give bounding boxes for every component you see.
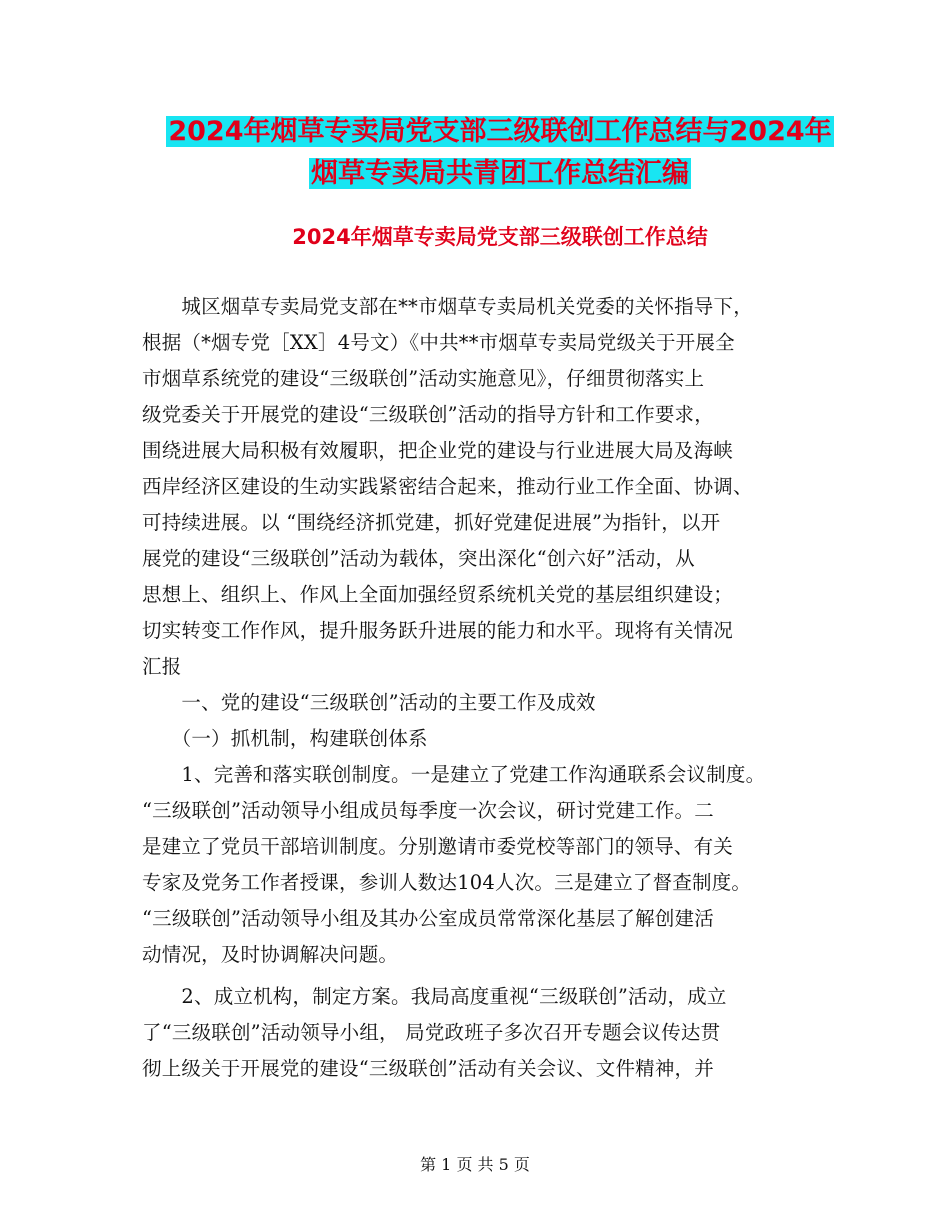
body-text-line: 切实转变工作作风，提升服务跃升进展的能力和水平。现将有关情况 [142,619,734,642]
body-text-line: 西岸经济区建设的生动实践紧密结合起来，推动行业工作全面、协调、 [142,475,753,498]
subsection-heading: （一）抓机制，构建联创体系 [142,727,428,750]
body-text-line: 是建立了党员干部培训制度。分别邀请市委党校等部门的领导、有关 [142,835,734,858]
body-text-line: 了“三级联创”活动领导小组， 局党政班子多次召开专题会议传达贯 [142,1021,721,1044]
body-text-line: 汇报 [142,655,182,678]
body-text-line: 城区烟草专卖局党支部在**市烟草专卖局机关党委的关怀指导下， [142,295,753,318]
body-text-line: 1、完善和落实联创制度。一是建立了党建工作沟通联系会议制度。 [142,763,766,786]
document-title-line-1 [150,110,850,154]
section-heading: 一、党的建设“三级联创”活动的主要工作及成效 [142,691,596,714]
document-title-text: 2024年烟草专卖局党支部三级联创工作总结与2024年 [168,116,832,147]
body-text-line: 根据（*烟专党［XX］4号文）《中共**市烟草专卖局党级关于开展全 [142,331,735,354]
body-text-line: 市烟草系统党的建设“三级联创”活动实施意见》，仔细贯彻落实上 [142,367,705,390]
document-title-line-2 [150,152,850,196]
body-text-line: 级党委关于开展党的建设“三级联创”活动的指导方针和工作要求， [142,403,714,426]
body-text-line: 2、成立机构，制定方案。我局高度重视“三级联创”活动，成立 [142,985,727,1008]
body-text-line: “三级联创”活动领导小组成员每季度一次会议，研讨党建工作。二 [142,799,714,822]
section-title: 2024年烟草专卖局党支部三级联创工作总结 [292,225,708,249]
body-text-line: 围绕进展大局积极有效履职，把企业党的建设与行业进展大局及海峡 [142,439,734,462]
body-text-line: 可持续进展。以 “围绕经济抓党建，抓好党建促进展”为指针，以开 [142,511,721,534]
body-text-line: 彻上级关于开展党的建设“三级联创”活动有关会议、文件精神，并 [142,1057,714,1080]
body-text-line: 思想上、组织上、作风上全面加强经贸系统机关党的基层组织建设； [142,583,734,606]
document-title-text: 烟草专卖局共青团工作总结汇编 [311,158,689,189]
body-text-line: 专家及党务工作者授课，参训人数达104人次。三是建立了督查制度。 [142,871,752,894]
body-text-line: “三级联创”活动领导小组及其办公室成员常常深化基层了解创建活 [142,907,714,930]
body-text-line: 展党的建设“三级联创”活动为载体，突出深化“创六好”活动，从 [142,547,695,570]
page-number-footer: 第 1 页 共 5 页 [420,1155,530,1174]
body-text-line: 动情况，及时协调解决问题。 [142,943,399,966]
